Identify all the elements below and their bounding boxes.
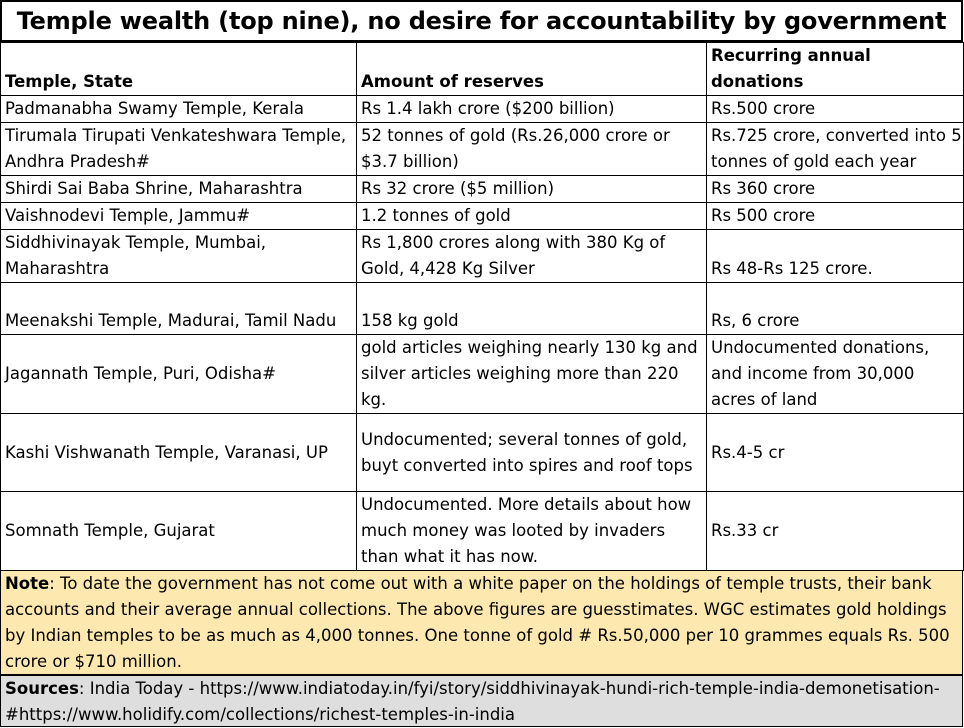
header-row (1, 43, 964, 96)
cell-reserves: 158 kg gold (357, 283, 707, 335)
table-row (1, 96, 964, 123)
cell-reserves: 1.2 tonnes of gold (357, 203, 707, 230)
cell-reserves: Undocumented; several tonnes of gold, buyt converted into spires and roof tops (357, 414, 707, 492)
cell-donations: Undocumented donations, and income from 30,000 acres of land (707, 335, 964, 414)
cell-temple: Shirdi Sai Baba Shrine, Maharashtra (1, 176, 357, 203)
sources-line-1 (5, 676, 958, 702)
table-row (1, 176, 964, 203)
cell-donations: Rs.500 crore (707, 96, 964, 123)
cell-temple: Vaishnodevi Temple, Jammu# (1, 203, 357, 230)
cell-donations: Rs.33 cr (707, 492, 964, 571)
note-block (0, 571, 963, 675)
table-row (1, 203, 964, 230)
table-row (1, 335, 964, 414)
note-label: Note (5, 574, 50, 593)
cell-donations: Rs 500 crore (707, 203, 964, 230)
sources-link-india-today: : India Today - https://www.indiatoday.in/fyi/story/siddhivinayak-hundi-rich-temple-india-demonetisation- (78, 679, 940, 698)
sheet-title: Temple wealth (top nine), no desire for accountability by government (0, 0, 963, 42)
cell-temple: Kashi Vishwanath Temple, Varanasi, UP (1, 414, 357, 492)
cell-donations: Rs.725 crore, converted into 5 tonnes of gold each year (707, 123, 964, 176)
header-reserves: Amount of reserves (357, 43, 707, 96)
cell-reserves: Undocumented. More details about how much money was looted by invaders than what it has now. (357, 492, 707, 571)
cell-temple: Somnath Temple, Gujarat (1, 492, 357, 571)
note-text: : To date the government has not come out with a white paper on the holdings of temple trusts, their bank accounts and their average annual collections. The above figures are guesstimates. WGC estimates gold holdings by Indian temples to be as much as 4,000 tonnes. One tonne of gold # Rs.50,000 per 10 grammes equals Rs. 500 crore or $710 million. (5, 574, 950, 671)
table-row (1, 230, 964, 283)
cell-reserves: 52 tonnes of gold (Rs.26,000 crore or $3.7 billion) (357, 123, 707, 176)
cell-donations: Rs 360 crore (707, 176, 964, 203)
cell-temple: Meenakshi Temple, Madurai, Tamil Nadu (1, 283, 357, 335)
header-temple-state: Temple, State (1, 43, 357, 96)
cell-donations: Rs, 6 crore (707, 283, 964, 335)
sources-link-holidify: #https://www.holidify.com/collections/richest-temples-in-india (5, 705, 515, 724)
cell-donations: Rs.4-5 cr (707, 414, 964, 492)
sources-block (0, 675, 963, 727)
sources-label: Sources (5, 679, 79, 698)
cell-temple: Padmanabha Swamy Temple, Kerala (1, 96, 357, 123)
cell-temple: Tirumala Tirupati Venkateshwara Temple, Andhra Pradesh# (1, 123, 357, 176)
cell-temple: Siddhivinayak Temple, Mumbai, Maharashtra (1, 230, 357, 283)
cell-reserves: Rs 1,800 crores along with 380 Kg of Gold, 4,428 Kg Silver (357, 230, 707, 283)
table-row (1, 283, 964, 335)
cell-reserves: gold articles weighing nearly 130 kg and silver articles weighing more than 220 kg. (357, 335, 707, 414)
table-row (1, 492, 964, 571)
header-donations: Recurring annual donations (707, 43, 964, 96)
cell-donations: Rs 48-Rs 125 crore. (707, 230, 964, 283)
cell-temple: Jagannath Temple, Puri, Odisha# (1, 335, 357, 414)
table-row (1, 414, 964, 492)
cell-reserves: Rs 1.4 lakh crore ($200 billion) (357, 96, 707, 123)
cell-reserves: Rs 32 crore ($5 million) (357, 176, 707, 203)
temple-table (0, 42, 964, 571)
table-row (1, 123, 964, 176)
